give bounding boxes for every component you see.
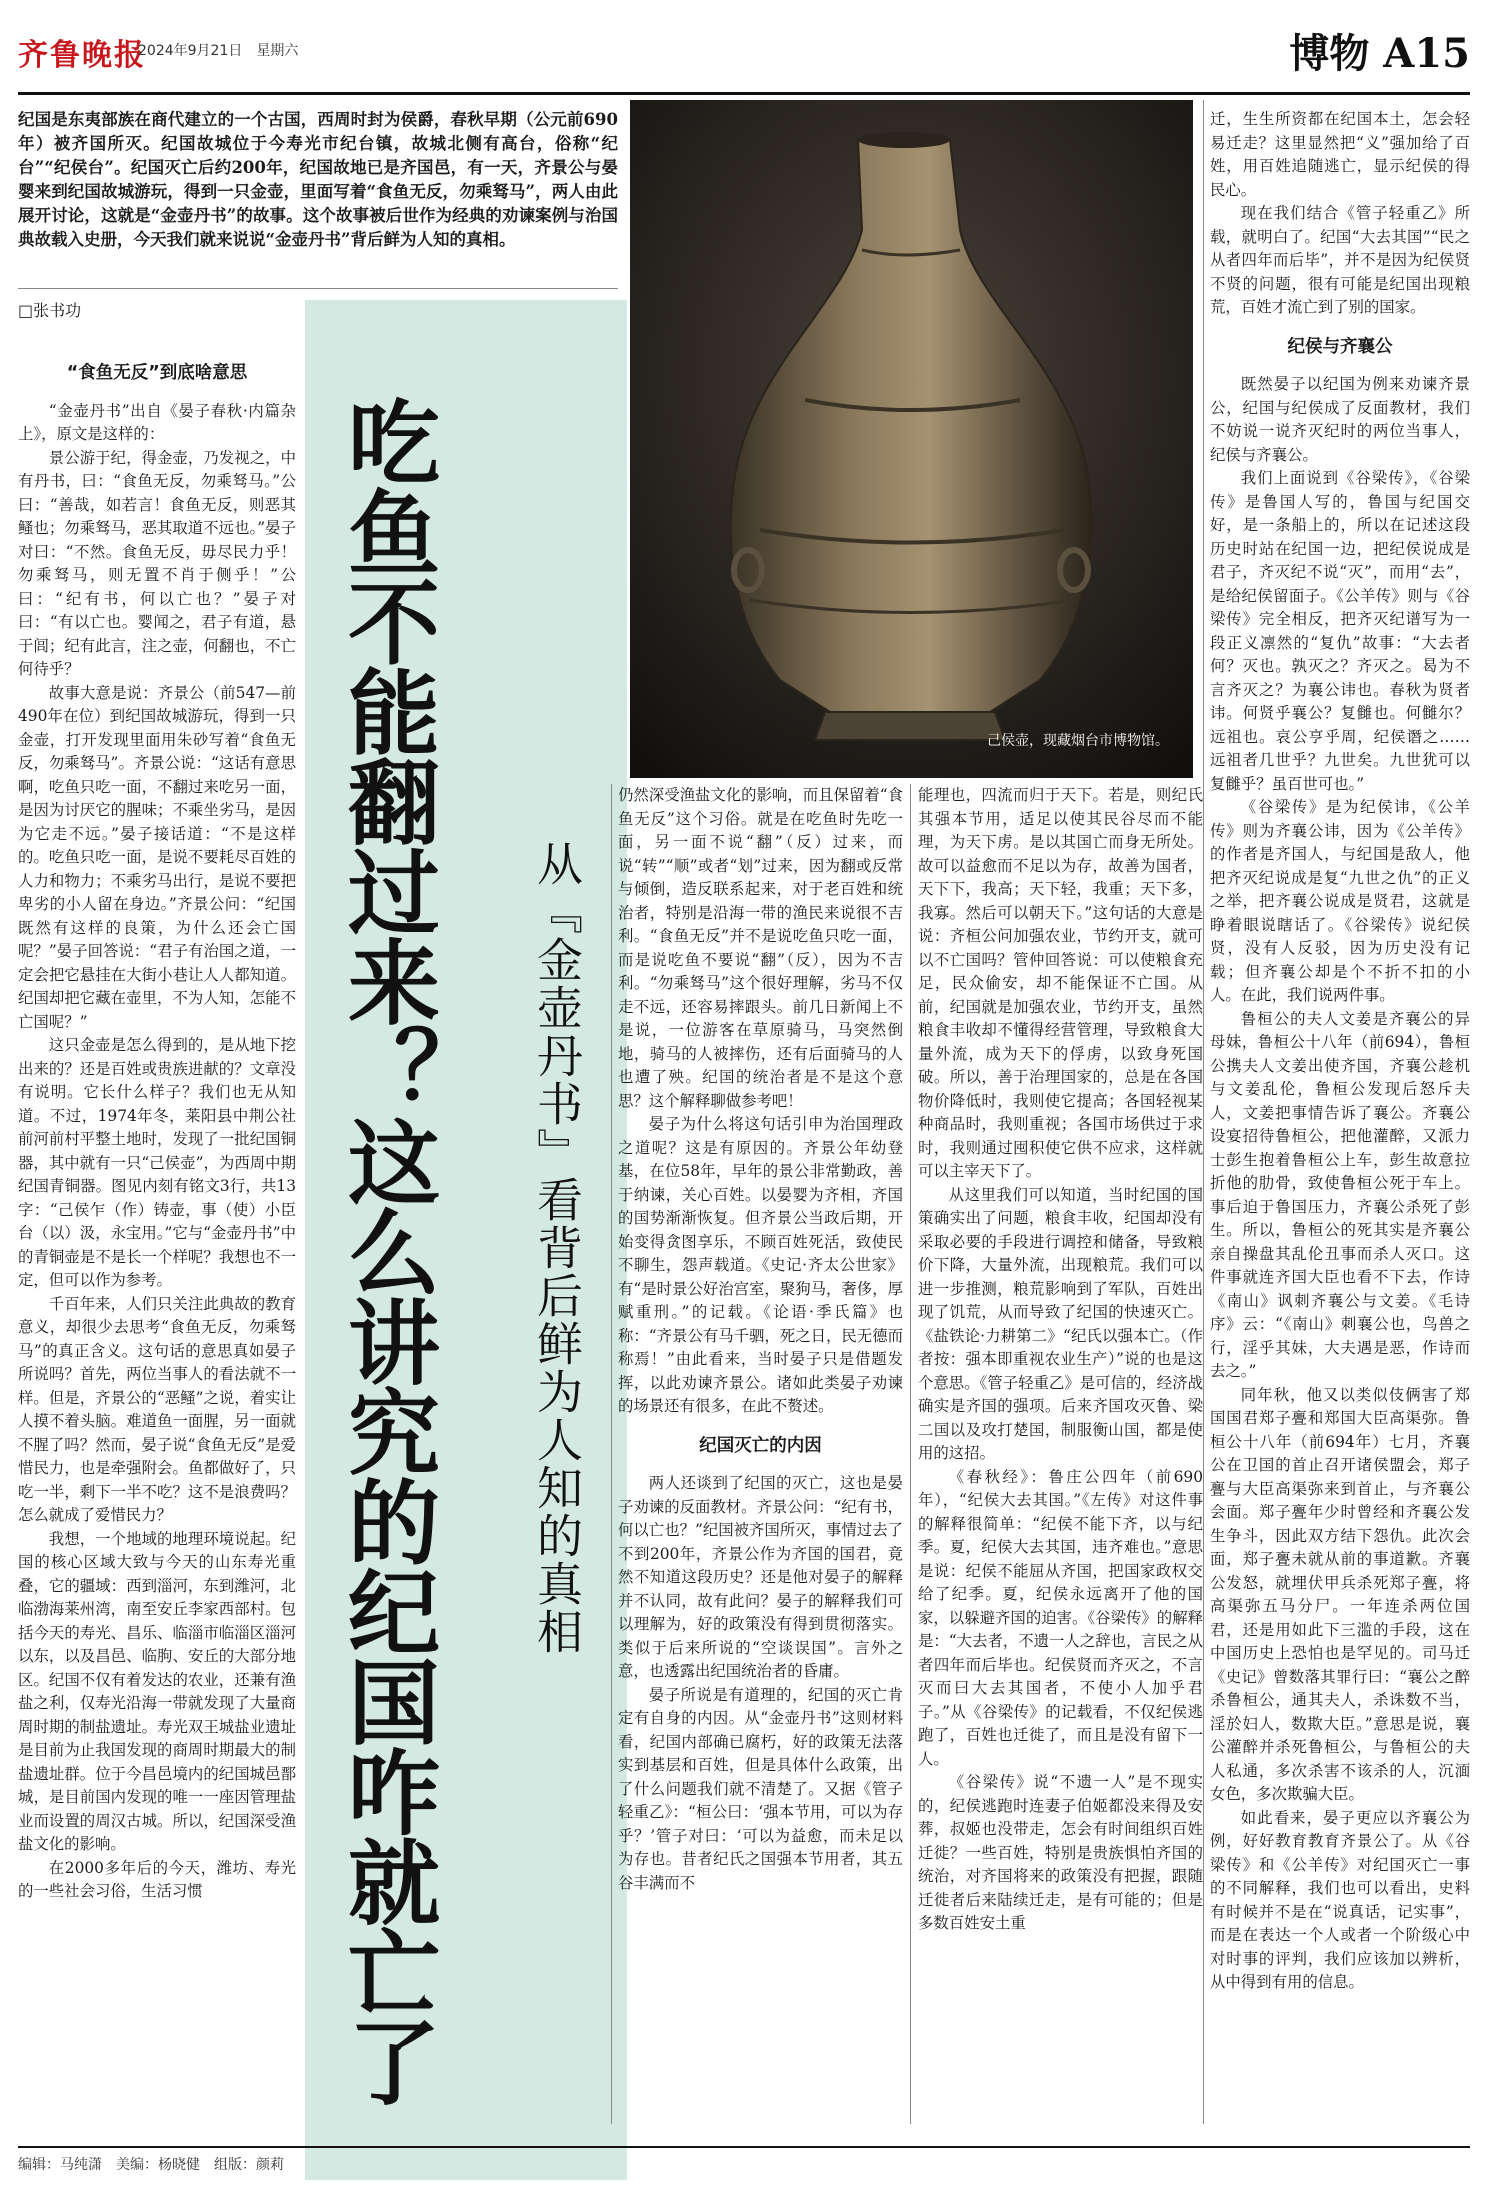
body-paragraph: 《谷梁传》是为纪侯讳，《公羊传》则为齐襄公讳，因为《公羊传》的作者是齐国人，与纪国是敌人，他把齐灭纪说成是复“九世之仇”的正义之举，把齐襄公说成是贤君，这就是睁着眼说瞎话了。《谷梁传》说纪侯贤，没有人反驳，因为历史没有记载；但齐襄公却是个不折不扣的小人。在此，我们说两件事。: [1210, 798, 1470, 1004]
body-paragraph: 仍然深受渔盐文化的影响，而且保留着“食鱼无反”这个习俗。就是在吃鱼时先吃一面，另一面不说“翻”（反）过来，而说“转”“顺”或者“划”过来，因为翻或反常与倾倒，造反联系起来，对于老百姓和统治者，特别是沿海一带的渔民来说很不吉利。“食鱼无反”并不是说吃鱼只吃一面，而是说吃鱼不要说“翻”（反），因为不吉利。“勿乘驽马”这个很好理解，劣马不仅走不远，还容易摔跟头。前几日新闻上不是说，一位游客在草原骑马，马突然倒地，骑马的人被摔伤，还有后面骑马的人也遭了殃。纪国的统治者是不是这个意思？这个解释聊做参考吧！: [618, 786, 903, 1110]
body-paragraph: 我们上面说到《谷梁传》，《谷梁传》是鲁国人写的，鲁国与纪国交好，是一条船上的，所以在记述这段历史时站在纪国一边，把纪侯说成是君子，齐灭纪不说“灭”，而用“去”，是给纪侯留面子。《公羊传》则与《谷梁传》完全相反，把齐灭纪谱写为一段正义凛然的“复仇”故事：“大去者何？灭也。孰灭之？齐灭之。曷为不言齐灭之？为襄公讳也。春秋为贤者讳。何贤乎襄公？复雠也。何雠尔？远祖也。哀公亨乎周，纪侯谮之……远祖者几世乎？九世矣。九世犹可以复雠乎？虽百世可也。”: [1210, 469, 1470, 793]
header-rule: [18, 92, 1470, 95]
article-column-2: [618, 784, 903, 2124]
column-divider: [1203, 100, 1204, 2124]
masthead: [18, 22, 1470, 92]
column-divider: [910, 784, 911, 2124]
body-paragraph: 千百年来，人们只关注此典故的教育意义，却很少去思考“食鱼无反，勿乘驽马”的真正含义。这句话的意思真如晏子所说吗？首先，两位当事人的看法就不一样。但是，齐景公的“恶鳋”之说，着实让人摸不着头脑。难道鱼一面腥，另一面就不腥了吗？然而，晏子说“食鱼无反”是爱惜民力，也是牵强附会。鱼都做好了，只吃一半，剩下一半不吃？这不是浪费吗？怎么就成了爱惜民力？: [18, 1294, 296, 1524]
body-paragraph: 能理也，四流而归于天下。若是，则纪氏其强本节用，适足以使其民谷尽而不能理，为天下虏。是以其国亡而身无所处。故可以益愈而不足以为存，故善为国者，天下下，我高；天下轻，我重；天下多，我寡。然后可以朝天下。”这句话的大意是说：齐桓公问加强农业，节约开支，就可以不亡国吗？管仲回答说：可以使粮食充足，民众偷安，却不能保证不亡国。从前，纪国就是加强农业，节约开支，虽然粮食丰收却不懂得经营管理，导致粮食大量外流，成为天下的俘虏，以致身死国破。所以，善于治理国家的，总是在各国物价降低时，我则使它提高；各国轻视某种商品时，我则重视；各国市场供过于求时，我则通过囤积使它供不应求，这样就可以主宰天下了。: [918, 786, 1203, 1180]
body-paragraph: 我想，一个地域的地理环境说起。纪国的核心区域大致与今天的山东寿光重叠，它的疆域：西到淄河，东到潍河，北临渤海莱州湾，南至安丘李家西部村。包括今天的寿光、昌乐、临淄市临淄区淄河以东，以及昌邑、临朐、安丘的大部分地区。纪国不仅有着发达的农业，还兼有渔盐之利，仅寿光沿海一带就发现了大量商周时期的制盐遗址。寿光双王城盐业遗址是目前为止我国发现的商周时期最大的制盐遗址群。位于今昌邑境内的纪国城邑鄑城，是目前国内发现的唯一一座因管理盐业而设置的周汉古城。所以，纪国深受渔盐文化的影响。: [18, 1529, 296, 1853]
lead-paragraph: 纪国是东夷部族在商代建立的一个古国，西周时封为侯爵，春秋早期（公元前690年）被齐国所灭。纪国故城位于今寿光市纪台镇，故城北侧有高台，俗称“纪台”“纪侯台”。纪国灭亡后约200年，纪国故地已是齐国邑，有一天，齐景公与晏婴来到纪国故城游玩，得到一只金壶，里面写着“食鱼无反，勿乘驽马”，两人由此展开讨论，这就是“金壶丹书”的故事。这个故事被后世作为经典的劝谏案例与治国典故载入史册，今天我们就来说说“金壶丹书”背后鲜为人知的真相。: [18, 110, 618, 249]
body-paragraph: 在2000多年后的今天，潍坊、寿光的一些社会习俗，生活习惯: [18, 1858, 296, 1900]
footer-rule: [18, 2146, 1470, 2148]
body-paragraph: 如此看来，晏子更应以齐襄公为例，好好教育教育齐景公了。从《谷梁传》和《公羊传》对纪国灭亡一事的不同解释，我们也可以看出，史料有时候并不是在“说真话，记实事”，而是在表达一个人或者一个阶级心中对时事的评判，我们应该加以辨析，从中得到有用的信息。: [1210, 1808, 1470, 1991]
issue-date: 2024年9月21日 星期六: [138, 43, 299, 59]
artifact-photo: [630, 100, 1193, 778]
body-paragraph: 同年秋，他又以类似伎俩害了郑国国君郑子亹和郑国大臣高渠弥。鲁桓公十八年（前694年）七月，齐襄公在卫国的首止召开诸侯盟会，郑子亹与大臣高渠弥来到首止，与齐襄公会面。郑子亹年少时曾经和齐襄公发生争斗，因此双方结下怨仇。此次会面，郑子亹未就从前的事道歉。齐襄公发怒，就埋伏甲兵杀死郑子亹，将高渠弥五马分尸。一年连杀两位国君，还是用如此下三滥的手段，这在中国历史上恐怕也是罕见的。司马迁《史记》曾数落其罪行曰：“襄公之醉杀鲁桓公，通其夫人，杀诛数不当，淫於妇人，数欺大臣。”意思是说，襄公灌醉并杀死鲁桓公，与鲁桓公的夫人私通，多次杀害不该杀的人，沉湎女色，多次欺骗大臣。: [1210, 1385, 1470, 1803]
body-paragraph: 既然晏子以纪国为例来劝谏齐景公，纪国与纪侯成了反面教材，我们不妨说一说齐灭纪时的两位当事人，纪侯与齐襄公。: [1210, 375, 1470, 464]
body-paragraph: 《谷梁传》说“不遗一人”是不现实的，纪侯逃跑时连妻子伯姬都没来得及安葬，叔姬也没带走，怎会有时间组织百姓迁徙？一些百姓，特别是贵族惧怕齐国的统治，对齐国将来的政策没有把握，跟随迁徙者后来陆续迁走，是有可能的；但是多数百姓安土重: [918, 1773, 1203, 1932]
body-paragraph: “金壶丹书”出自《晏子春秋·内篇杂上》，原文是这样的：: [18, 401, 296, 443]
editor-credits: 编辑：马纯潇 美编：杨晓健 组版：颜莉: [18, 2157, 284, 2173]
body-paragraph: 《春秋经》：鲁庄公四年（前690年），“纪侯大去其国。”《左传》对这件事的解释很简单：“纪侯不能下齐，以与纪季。夏，纪侯大去其国，违齐难也。”意思是说：纪侯不能屈从齐国，把国家政权交给了纪季。夏，纪侯永远离开了他的国家，以躲避齐国的迫害。《谷梁传》的解释是：“大去者，不遗一人之辞也，言民之从者四年而后毕也。纪侯贤而齐灭之，不言灭而曰大去其国者，不使小人加乎君子。”从《谷梁传》的记载看，不仅纪侯逃跑了，百姓也迁徙了，而且是没有留下一人。: [918, 1467, 1203, 1768]
body-paragraph: 晏子所说是有道理的，纪国的灭亡肯定有自身的内因。从“金壶丹书”这则材料看，纪国内部确已腐朽，好的政策无法落实到基层和百姓，但是具体什么政策，出了什么问题我们就不清楚了。又据《管子轻重乙》：“桓公曰：‘强本节用，可以为存乎？’管子对曰：‘可以为益愈，而未足以为存也。昔者纪氏之国强本节用者，其五谷丰满而不: [618, 1685, 903, 1892]
section-heading: “食鱼无反”到底啥意思: [66, 363, 248, 383]
body-paragraph: 晏子为什么将这句话引申为治国理政之道呢？这是有原因的。齐景公年幼登基，在位58年，早年的景公非常勤政，善于纳谏，关心百姓。以晏婴为齐相，齐国的国势渐渐恢复。但齐景公当政后期，开始变得贪图享乐，不顾百姓死活，致使民不聊生，怨声载道。《史记·齐太公世家》有“是时景公好治宫室，聚狗马，奢侈，厚赋重刑。”的记载。《论语·季氏篇》也称：“齐景公有马千驷，死之日，民无德而称焉！”由此看来，当时晏子只是借题发挥，以此劝谏齐景公。诸如此类晏子劝谏的场景还有很多，在此不赘述。: [618, 1115, 903, 1415]
article-column-1: [18, 346, 296, 2124]
body-paragraph: 鲁桓公的夫人文姜是齐襄公的异母妹，鲁桓公十八年（前694），鲁桓公携夫人文姜出使齐国，齐襄公趁机与文姜乱伦，鲁桓公发现后怒斥夫人，文姜把事情告诉了襄公。齐襄公设宴招待鲁桓公，把他灌醉，又派力士彭生抱着鲁桓公上车，彭生故意拉折他的肋骨，致使鲁桓公死于车上。事后迫于鲁国压力，齐襄公杀死了彭生。所以，鲁桓公的死其实是齐襄公亲自操盘其乱伦丑事而杀人灭口。这件事就连齐国大臣也看不下去，作诗《南山》讽刺齐襄公与文姜。《毛诗序》云：“《南山》刺襄公也，鸟兽之行，淫乎其妹，大夫遇是恶，作诗而去之。”: [1210, 1009, 1470, 1380]
section-page-label: 博物 A15: [1289, 30, 1470, 77]
bronze-pot-image: [630, 100, 1193, 778]
newspaper-logo: 齐鲁晚报: [18, 38, 146, 73]
photo-caption: 己侯壶，现藏烟台市博物馆。: [987, 733, 1169, 749]
body-paragraph: 从这里我们可以知道，当时纪国的国策确实出了问题，粮食丰收，纪国却没有采取必要的手段进行调控和储备，导致粮价下降，大量外流，出现粮荒。我们可以进一步推测，粮荒影响到了军队，百姓出现了饥荒，从而导致了纪国的快速灭亡。《盐铁论·力耕第二》“纪氏以强本亡。（作者按：强本即重视农业生产）”说的也是这个意思。《管子轻重乙》是可信的，经济战确实是齐国的强项。后来齐国攻灭鲁、梁二国以及攻打楚国，制服衡山国，都是使用的这招。: [918, 1185, 1203, 1462]
body-paragraph: 两人还谈到了纪国的灭亡，这也是晏子劝谏的反面教材。齐景公问：“纪有书，何以亡也？”纪国被齐国所灭，事情过去了不到200年，齐景公作为齐国的国君，竟然不知道这段历史？还是他对晏子的解释并不认同，故有此问？晏子的解释我们可以理解为，好的政策没有得到贯彻落实。类似于后来所说的“空谈误国”。言外之意，也透露出纪国统治者的昏庸。: [618, 1474, 903, 1680]
body-paragraph: 景公游于纪，得金壶，乃发视之，中有丹书，曰：“食鱼无反，勿乘驽马。”公曰：“善哉，如若言！食鱼无反，则恶其鳋也；勿乘驽马，恶其取道不远也。”晏子对曰：“不然。食鱼无反，毋尽民力乎！勿乘驽马，则无置不肖于侧乎！”公曰：“纪有书，何以亡也？”晏子对曰：“有以亡也。婴闻之，君子有道，悬于闾；纪有此言，注之壶，何翻也，不亡何待乎？: [18, 448, 296, 678]
author-byline: □张书功: [18, 301, 82, 320]
body-paragraph: 现在我们结合《管子轻重乙》所载，就明白了。纪国“大去其国”“民之从者四年而后毕”，并不是因为纪侯贤不贤的问题，很有可能是纪国出现粮荒，百姓才流亡到了别的国家。: [1210, 204, 1470, 316]
headline: 吃鱼不能翻过来？这么讲究的纪国咋就亡了: [333, 395, 440, 2105]
sub-headline: 从『金壶丹书』看背后鲜为人知的真相: [530, 840, 584, 1656]
body-paragraph: 故事大意是说：齐景公（前547—前490年在位）到纪国故城游玩，得到一只金壶，打开发现里面用朱砂写着“食鱼无反，勿乘驽马”。齐景公说：“这话有意思啊，吃鱼只吃一面，不翻过来吃另一面，是因为讨厌它的腥味；不乘坐劣马，是因为它走不远。”晏子接话道：“不是这样的。吃鱼只吃一面，是说不要耗尽百姓的人力和物力；不乘劣马出行，是说不要把卑劣的小人留在身边。”齐景公问：“纪国既然有这样的良策，为什么还会亡国呢？”晏子回答说：“君子有治国之道，一定会把它悬挂在大街小巷让人人都知道。纪国却把它藏在壶里，不为人知，怎能不亡国呢？”: [18, 683, 296, 1031]
section-heading: 纪侯与齐襄公: [1287, 336, 1393, 357]
body-paragraph: 这只金壶是怎么得到的，是从地下挖出来的？还是百姓或贵族进献的？文章没有说明。它长什么样子？我们也无从知道。不过，1974年冬，莱阳县中荆公社前河前村平整土地时，发现了一批纪国铜器，其中就有一只“己侯壶”，为西周中期纪国青铜器。图见内刻有铭文3行，共13字：“己侯乍（作）铸壶，事（使）小臣台（以）汲，永宝用。”它与“金壶丹书”中的青铜壶是不是长一个样呢？我想也不一定，但可以作为参考。: [18, 1036, 296, 1289]
article-column-4: [1210, 108, 1470, 2124]
section-heading: 纪国灭亡的内因: [699, 1435, 822, 1456]
lead-divider: [18, 288, 618, 289]
column-divider: [611, 784, 612, 2124]
article-column-3: [918, 784, 1203, 2124]
body-paragraph: 迁，生生所资都在纪国本土，怎会轻易迁走？这里显然把“义”强加给了百姓，用百姓追随逃亡，显示纪侯的得民心。: [1210, 110, 1470, 199]
